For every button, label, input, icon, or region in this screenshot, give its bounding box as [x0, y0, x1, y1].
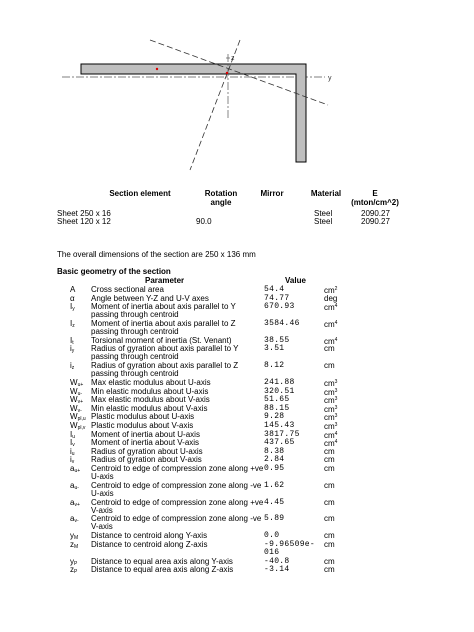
param-unit-exponent: 4 [334, 430, 338, 437]
param-unit [324, 361, 335, 370]
param-unit-base: deg [324, 293, 338, 303]
param-description: Distance to centroid along Y-axis [91, 531, 208, 541]
param-symbol-subscript: u [72, 433, 76, 440]
param-symbol-base: W [70, 386, 78, 396]
param-value: 241.88 [264, 378, 295, 387]
param-value: 51.65 [264, 395, 290, 405]
param-unit-base: cm [324, 361, 335, 371]
param-symbol-base: I [70, 319, 73, 328]
param-unit-base: cm [324, 379, 335, 388]
param-symbol-subscript: t [72, 339, 74, 346]
param-description: Cross sectional area [91, 285, 164, 294]
param-value: 1.62 [264, 480, 285, 490]
param-description: Plastic modulus about U-axis [91, 412, 195, 422]
param-unit-exponent: 4 [334, 320, 338, 326]
element-rotation: 90.0 [196, 217, 212, 226]
param-symbol-subscript: y [72, 306, 75, 313]
param-description: Torsional moment of inertia (St. Venant) [91, 335, 232, 345]
angle-section-shape [81, 64, 306, 162]
param-unit-exponent: 3 [334, 387, 338, 394]
param-symbol-subscript: z [72, 323, 75, 329]
param-symbol [70, 344, 74, 356]
param-symbol-base: W [70, 395, 78, 405]
param-description: Angle between Y-Z and U-V axes [91, 293, 209, 303]
param-unit [324, 514, 335, 523]
param-value: 88.15 [264, 403, 290, 413]
param-symbol-subscript: u [71, 450, 75, 457]
element-material: Steel [314, 209, 333, 218]
param-unit-base: cm [324, 430, 335, 440]
param-symbol [70, 498, 80, 510]
param-description: Min elastic modulus about U-axis [91, 386, 209, 396]
param-unit-base: cm [324, 531, 335, 541]
param-symbol-base: i [70, 446, 72, 456]
param-unit-base: cm [324, 320, 335, 329]
param-description: V-axis [91, 505, 113, 515]
element-name: Sheet 120 x 12 [57, 217, 111, 226]
param-unit-exponent: 3 [334, 413, 338, 420]
param-symbol-base: I [70, 302, 73, 312]
param-symbol [70, 361, 74, 373]
param-unit-base: cm [324, 480, 335, 490]
param-unit-base: cm [324, 344, 335, 354]
param-unit-base: cm [324, 387, 335, 397]
param-unit-exponent: 2 [334, 286, 338, 292]
param-unit-exponent: 3 [334, 396, 338, 403]
param-value: 74.77 [264, 293, 290, 303]
param-symbol-subscript: u- [74, 484, 79, 491]
param-unit-exponent: 3 [334, 422, 338, 428]
param-description: Radius of gyration about axis parallel to Y [91, 344, 239, 354]
equal-area-marker [156, 68, 158, 70]
param-description: Moment of inertia about axis parallel to Y [91, 302, 236, 312]
param-symbol-subscript: z [71, 365, 75, 372]
param-unit-base: cm [324, 439, 335, 449]
param-unit-base: cm [324, 539, 335, 549]
param-symbol-base: a [70, 464, 75, 473]
param-description: passing through centroid [91, 369, 179, 379]
param-unit-exponent: 3 [334, 404, 338, 411]
param-symbol-base: i [70, 455, 72, 465]
param-symbol-subscript: u+ [74, 468, 81, 474]
param-unit-exponent: 4 [334, 303, 338, 310]
param-symbol-base: W [70, 421, 78, 430]
param-value: 8.12 [264, 361, 285, 371]
param-unit-base: cm [324, 446, 335, 456]
param-unit-exponent: 4 [334, 439, 338, 446]
param-unit-base: cm [324, 565, 335, 575]
param-description: V-axis [91, 522, 113, 532]
param-symbol-base: a [70, 514, 75, 524]
param-description: Max elastic modulus about V-axis [91, 395, 210, 405]
param-description: Moment of inertia about U-axis [91, 429, 200, 439]
param-description: Distance to equal area axis along Y-axis [91, 556, 233, 566]
param-symbol-subscript: pl,v [77, 425, 86, 431]
param-symbol-base: I [70, 438, 73, 448]
param-symbol-base: A [70, 285, 76, 294]
element-e-value: 2090.27 [361, 209, 390, 218]
param-description: Centroid to edge of compression zone along +ve [91, 497, 264, 507]
param-description: Radius of gyration about U-axis [91, 446, 203, 456]
param-value: 145.43 [264, 421, 295, 430]
param-symbol [70, 481, 79, 493]
param-unit-exponent: 3 [334, 379, 338, 385]
param-description: Radius of gyration about axis parallel to Z [91, 361, 239, 371]
param-description: Plastic modulus about V-axis [91, 421, 194, 430]
param-unit [324, 464, 335, 473]
param-value: 38.55 [264, 335, 290, 345]
param-unit-base: cm [324, 455, 335, 465]
param-unit-base: cm [324, 404, 335, 414]
param-symbol-base: y [70, 531, 74, 541]
param-description: Distance to centroid along Z-axis [91, 539, 208, 549]
param-unit-base: cm [324, 336, 335, 346]
param-description: Max elastic modulus about U-axis [91, 378, 211, 387]
section-drawing [0, 0, 474, 175]
param-unit-base: cm [324, 413, 335, 423]
param-unit-base: cm [324, 396, 335, 406]
param-value: 3.51 [264, 344, 285, 354]
param-value: 5.89 [264, 514, 285, 524]
param-symbol-base: I [70, 335, 73, 345]
param-unit-base: cm [324, 514, 335, 524]
param-description: Centroid to edge of compression zone along -ve [91, 480, 262, 490]
param-value: 3584.46 [264, 319, 300, 328]
param-value: 0.95 [264, 464, 285, 473]
param-symbol-base: α [70, 293, 75, 303]
param-symbol-base: y [70, 556, 74, 566]
param-symbol [70, 540, 78, 552]
element-e-value: 2090.27 [361, 217, 390, 226]
param-description: Moment of inertia about V-axis [91, 438, 200, 448]
param-symbol [70, 302, 75, 314]
param-value: 016 [264, 547, 280, 557]
param-unit [324, 481, 335, 490]
param-value: 54.4 [264, 285, 285, 294]
param-unit [324, 498, 335, 507]
param-unit [324, 540, 335, 549]
param-symbol-base: W [70, 378, 78, 387]
param-unit-base: cm [324, 286, 335, 295]
element-material: Steel [314, 217, 333, 226]
param-value: -40.8 [264, 556, 290, 566]
param-symbol-base: z [70, 565, 74, 575]
param-value: 4.45 [264, 497, 285, 507]
param-symbol-subscript: v- [74, 518, 79, 525]
param-description: U-axis [91, 472, 114, 481]
param-symbol [70, 319, 75, 331]
param-symbol-subscript: u+ [77, 382, 84, 388]
param-symbol-base: i [70, 344, 72, 354]
param-symbol-subscript: M [74, 543, 79, 550]
param-symbol-subscript: u- [77, 390, 83, 397]
col-header-rotation-angle: Rotation angle [204, 189, 238, 207]
param-description: Centroid to edge of compression zone along +ve [91, 464, 264, 473]
param-symbol-subscript: P [74, 560, 78, 567]
param-value: 3817.75 [264, 429, 300, 439]
col-header-e: E [372, 189, 378, 198]
param-symbol-subscript: v+ [74, 501, 80, 508]
param-symbol-base: a [70, 497, 75, 507]
param-symbol-subscript: v+ [77, 399, 83, 406]
param-value: 320.51 [264, 386, 295, 396]
param-unit-base: cm [324, 464, 335, 473]
param-symbol [70, 565, 77, 577]
param-value: -3.14 [264, 565, 290, 575]
param-value: 2.84 [264, 455, 285, 465]
param-value: 9.28 [264, 412, 285, 422]
element-name: Sheet 250 x 16 [57, 209, 111, 218]
param-symbol-subscript: y [71, 348, 75, 355]
param-symbol-subscript: M [74, 535, 79, 542]
geometry-heading: Basic geometry of the section [57, 267, 171, 276]
overall-dimensions-text: The overall dimensions of the section are 250 x 136 mm [57, 250, 256, 259]
param-unit-base: cm [324, 497, 335, 507]
param-description: passing through centroid [91, 327, 179, 336]
param-unit-exponent: 4 [334, 336, 338, 343]
param-unit [324, 344, 335, 353]
param-symbol-base: I [70, 429, 73, 439]
centroid-marker [226, 72, 228, 74]
param-value: 0.0 [264, 531, 280, 541]
param-value: -9.96509e- [264, 539, 316, 549]
param-unit-base: cm [324, 422, 335, 431]
param-value: 670.93 [264, 302, 295, 312]
param-unit [324, 565, 335, 574]
param-description: Min elastic modulus about V-axis [91, 403, 208, 413]
col-header-material: Material [310, 189, 342, 198]
param-unit-base: cm [324, 303, 335, 313]
param-description: Moment of inertia about axis parallel to Z [91, 319, 236, 328]
param-symbol-subscript: P [74, 569, 78, 576]
col-header-mirror: Mirror [260, 189, 284, 198]
param-description: Centroid to edge of compression zone along -ve [91, 514, 262, 524]
param-symbol-subscript: v- [77, 407, 82, 414]
param-value: 437.65 [264, 438, 295, 448]
param-unit [324, 302, 337, 312]
param-symbol [70, 464, 80, 476]
col-header-e-unit: (mton/cm^2) [351, 198, 399, 207]
param-description: passing through centroid [91, 310, 179, 320]
param-symbol-base: W [70, 403, 78, 413]
param-symbol-subscript: v [72, 442, 75, 449]
param-symbol-base: W [70, 412, 78, 422]
param-description: Radius of gyration about V-axis [91, 455, 202, 465]
geometry-col-value: Value [285, 276, 306, 285]
param-description: U-axis [91, 488, 114, 498]
param-value: 8.38 [264, 446, 285, 456]
param-symbol-subscript: pl,u [77, 416, 86, 423]
param-description: Distance to equal area axis along Z-axis [91, 565, 234, 575]
param-symbol-base: a [70, 480, 75, 490]
geometry-col-parameter: Parameter [145, 276, 185, 285]
param-description: passing through centroid [91, 352, 179, 362]
param-symbol-base: i [70, 361, 72, 371]
param-symbol [70, 514, 79, 526]
y-axis-label: y [328, 75, 332, 82]
param-symbol-subscript: v [71, 459, 75, 466]
col-header-section-element: Section element [109, 189, 171, 198]
z-axis-label: z [231, 55, 235, 62]
param-unit [324, 319, 337, 329]
param-unit-base: cm [324, 556, 335, 566]
param-symbol-base: z [70, 539, 74, 549]
